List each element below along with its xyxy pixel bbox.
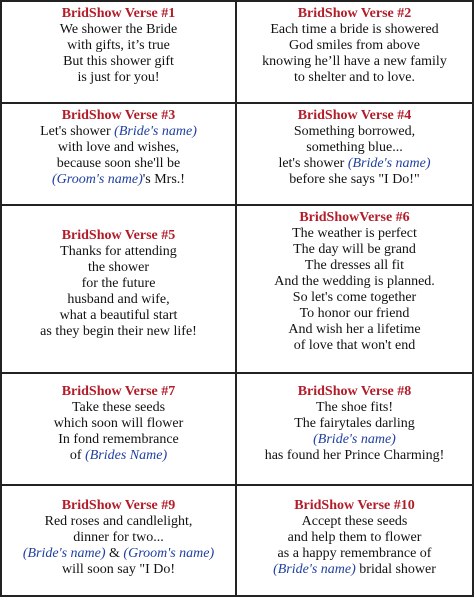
verse-text: for the future — [81, 276, 156, 291]
verse-line — [2, 432, 235, 448]
verse-body — [2, 514, 235, 578]
verse-line — [2, 54, 235, 70]
verse-text: of love that won't end — [293, 338, 416, 353]
verse-line — [237, 338, 472, 354]
verse-text: because soon she'll be — [56, 156, 181, 171]
verse-text: The fairytales darling — [294, 416, 415, 431]
verse-line — [2, 172, 235, 188]
verse-text: The day will be grand — [293, 242, 416, 257]
verse-text: to shelter and to love. — [294, 70, 415, 85]
verse-line — [237, 306, 472, 322]
verse-line — [2, 156, 235, 172]
verse-title: BridShow Verse #8 — [297, 384, 412, 399]
verse-text: something blue... — [306, 140, 403, 155]
verse-line — [237, 258, 472, 274]
verse-text: Take these seeds — [71, 400, 166, 415]
verse-title: BridShowVerse #6 — [299, 210, 410, 225]
verse-body — [2, 244, 235, 340]
verse-line — [237, 140, 472, 156]
verse-title: BridShow Verse #2 — [297, 6, 412, 21]
verse-text: with gifts, it’s true — [67, 38, 170, 53]
verse-line — [2, 562, 235, 578]
verse-text: knowing he’ll have a new family — [262, 54, 447, 69]
verse-body — [2, 22, 235, 86]
verse-text: of — [69, 448, 86, 463]
verse-line — [237, 322, 472, 338]
verse-line — [237, 242, 472, 258]
name-placeholder: (Groom's name) — [52, 172, 143, 187]
verse-line — [237, 172, 472, 188]
verse-line — [237, 448, 472, 464]
verse-text: with love and wishes, — [57, 140, 180, 155]
verse-line — [237, 38, 472, 54]
name-placeholder: (Brides Name) — [85, 448, 168, 463]
verse-text: And wish her a lifetime — [288, 322, 421, 337]
verse-text: The weather is perfect — [292, 226, 417, 241]
verse-card-6 — [237, 206, 474, 374]
verse-line — [237, 124, 472, 140]
verse-line — [2, 38, 235, 54]
verse-line — [2, 546, 235, 562]
verse-text: Accept these seeds — [301, 514, 408, 529]
verse-text: In fond remembrance — [58, 432, 179, 447]
verse-line — [2, 530, 235, 546]
verse-line — [2, 276, 235, 292]
verse-line — [2, 324, 235, 340]
verse-line — [2, 124, 235, 140]
verse-card-9 — [0, 486, 237, 597]
name-placeholder: (Bride's name) — [22, 546, 106, 561]
verse-card-3 — [0, 104, 237, 206]
verse-body — [237, 22, 472, 86]
name-placeholder: (Groom's name) — [123, 546, 215, 561]
verse-card-5 — [0, 206, 237, 374]
verse-title: BridShow Verse #5 — [61, 228, 176, 243]
verse-line — [237, 530, 472, 546]
verse-line — [237, 290, 472, 306]
verse-line — [237, 226, 472, 242]
verse-text: as a happy remembrance of — [277, 546, 432, 561]
verse-line — [2, 140, 235, 156]
verse-body — [237, 124, 472, 188]
verse-text: Thanks for attending — [60, 244, 177, 259]
verse-text: Let's shower — [40, 124, 115, 139]
verse-text: will soon say "I Do! — [61, 562, 176, 577]
verse-line — [237, 514, 472, 530]
verse-text: Something borrowed, — [293, 124, 416, 139]
verse-body — [2, 124, 235, 188]
verse-text: bridal shower — [355, 562, 436, 577]
verse-line — [237, 22, 472, 38]
verse-line — [2, 514, 235, 530]
verse-title: BridShow Verse #9 — [61, 498, 176, 513]
verse-text: and help them to flower — [287, 530, 422, 545]
verse-text: The dresses all fit — [304, 258, 405, 273]
name-placeholder: (Bride's name) — [313, 432, 396, 447]
verse-line — [237, 562, 472, 578]
verse-card-1 — [0, 0, 237, 104]
verse-line — [2, 244, 235, 260]
verse-text: To honor our friend — [299, 306, 410, 321]
verse-line — [237, 400, 472, 416]
verse-line — [2, 400, 235, 416]
verse-text: husband and wife, — [67, 292, 170, 307]
verse-text: & — [105, 546, 124, 561]
verse-line — [237, 156, 472, 172]
name-placeholder: (Bride's name) — [347, 156, 431, 171]
verse-text: We shower the Bride — [59, 22, 178, 37]
verse-text: The shoe fits! — [316, 400, 393, 415]
verse-text: has found her Prince Charming! — [264, 448, 445, 463]
verse-line — [237, 432, 472, 448]
verse-text: before she says "I Do!" — [289, 172, 420, 187]
verse-line — [237, 546, 472, 562]
verse-card-8 — [237, 374, 474, 486]
verse-title: BridShow Verse #1 — [61, 6, 176, 21]
verse-text: And the wedding is planned. — [274, 274, 435, 289]
verse-line — [2, 22, 235, 38]
verse-line — [2, 448, 235, 464]
verse-line — [2, 260, 235, 276]
verse-card-2 — [237, 0, 474, 104]
verse-title: BridShow Verse #7 — [61, 384, 176, 399]
verse-line — [237, 54, 472, 70]
name-placeholder: (Bride's name) — [114, 124, 197, 139]
verse-text: which soon will flower — [53, 416, 184, 431]
verse-line — [2, 70, 235, 86]
verse-text: let's shower — [278, 156, 348, 171]
verse-text: the shower — [87, 260, 150, 275]
verse-body — [237, 514, 472, 578]
verse-line — [237, 274, 472, 290]
verse-text: Red roses and candlelight, — [44, 514, 193, 529]
verse-text: But this shower gift — [63, 54, 174, 69]
verse-card-10 — [237, 486, 474, 597]
verse-title: BridShow Verse #10 — [294, 498, 415, 513]
verse-title: BridShow Verse #3 — [61, 108, 176, 123]
verse-line — [2, 292, 235, 308]
verse-title: BridShow Verse #4 — [297, 108, 412, 123]
verse-text: as they begin their new life! — [40, 324, 197, 339]
name-placeholder: (Bride's name) — [273, 562, 356, 577]
verse-text: God smiles from above — [288, 38, 421, 53]
verse-text: So let's come together — [292, 290, 417, 305]
verse-text: is just for you! — [77, 70, 160, 85]
verse-line — [237, 416, 472, 432]
verse-line — [2, 416, 235, 432]
verse-text: Each time a bride is showered — [270, 22, 439, 37]
verse-text: 's Mrs.! — [142, 172, 185, 187]
verse-line — [2, 308, 235, 324]
verse-body — [2, 400, 235, 464]
verse-line — [237, 70, 472, 86]
verse-card-4 — [237, 104, 474, 206]
verse-text: what a beautiful start — [59, 308, 178, 323]
verse-body — [237, 226, 472, 354]
verse-card-7 — [0, 374, 237, 486]
verse-text: dinner for two... — [73, 530, 164, 545]
verse-body — [237, 400, 472, 464]
